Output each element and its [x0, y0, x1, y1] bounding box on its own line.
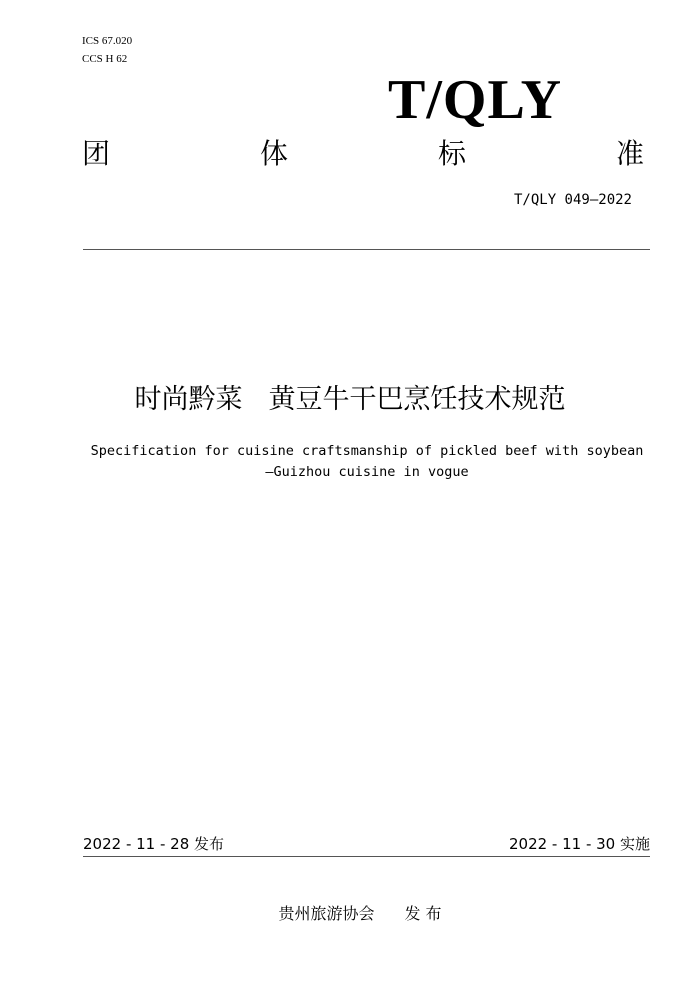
ics-code: ICS 67.020: [82, 35, 133, 47]
standard-type-char: 体: [259, 137, 288, 170]
publish-label: 发 布: [404, 904, 442, 923]
title-english-line1: Specification for cuisine craftsmanship of pickled beef with soybean: [90, 443, 644, 459]
issue-date: 2022 - 11 - 28 发布: [83, 835, 225, 853]
publisher-line: [0, 903, 700, 925]
standard-code: T/QLY 049—2022: [513, 192, 632, 208]
bottom-divider: [83, 856, 650, 857]
ccs-code: CCS H 62: [82, 53, 128, 65]
title-chinese-part1: 时尚黔菜: [134, 384, 243, 415]
title-chinese-part2: 黄豆牛干巴烹饪技术规范: [268, 384, 566, 415]
top-divider: [83, 249, 650, 250]
publisher-name: 贵州旅游协会: [278, 904, 375, 923]
standard-type: [82, 134, 644, 174]
standard-type-char: 团: [82, 137, 111, 170]
title-chinese: [0, 380, 700, 420]
standard-type-char: 准: [615, 137, 644, 170]
standard-type-char: 标: [437, 137, 466, 170]
standard-logo: T/QLY: [388, 69, 563, 131]
title-english-line2: —Guizhou cuisine in vogue: [265, 464, 469, 480]
implementation-date: 2022 - 11 - 30 实施: [508, 835, 650, 853]
